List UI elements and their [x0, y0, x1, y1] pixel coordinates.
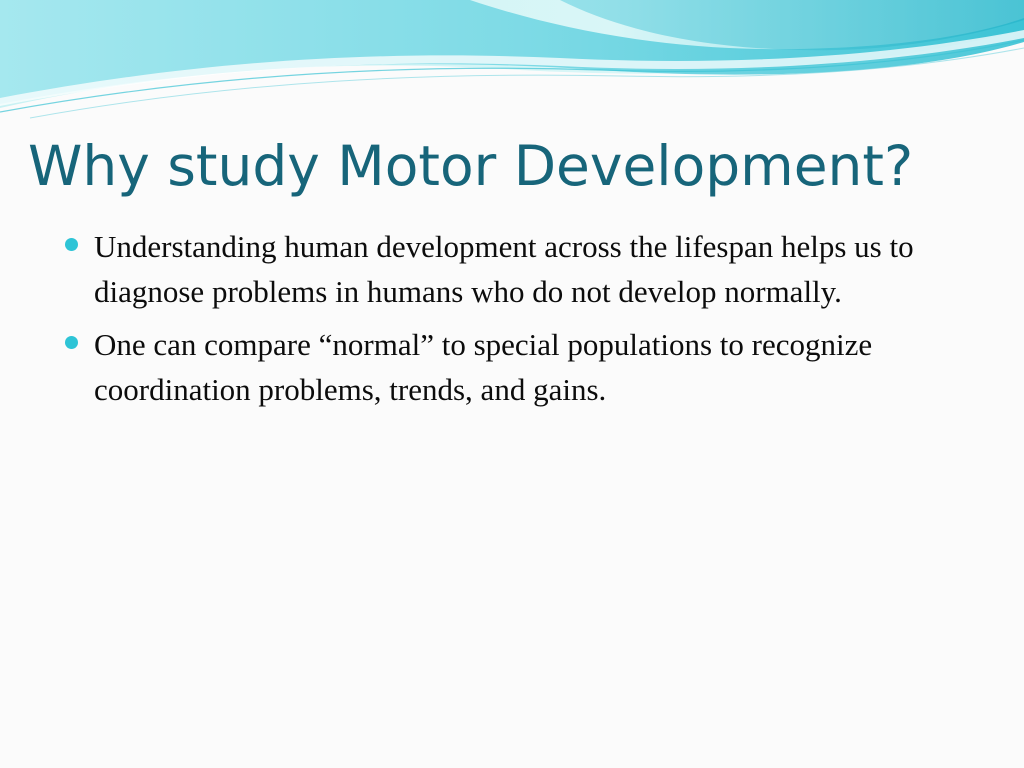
bullet-text: One can compare “normal” to special populations to recognize coordination problems, trends, and gains.	[94, 327, 873, 407]
bullet-item	[62, 224, 977, 314]
slide-title: Why study Motor Development?	[28, 134, 914, 198]
bullet-dot-icon	[65, 336, 78, 349]
bullet-dot-icon	[65, 238, 78, 251]
bullet-text: Understanding human development across the lifespan helps us to diagnose problems in humans who do not develop normally.	[94, 229, 914, 309]
wave-banner-decoration	[0, 0, 1024, 120]
bullet-item	[62, 322, 977, 412]
bullet-list	[62, 224, 977, 420]
